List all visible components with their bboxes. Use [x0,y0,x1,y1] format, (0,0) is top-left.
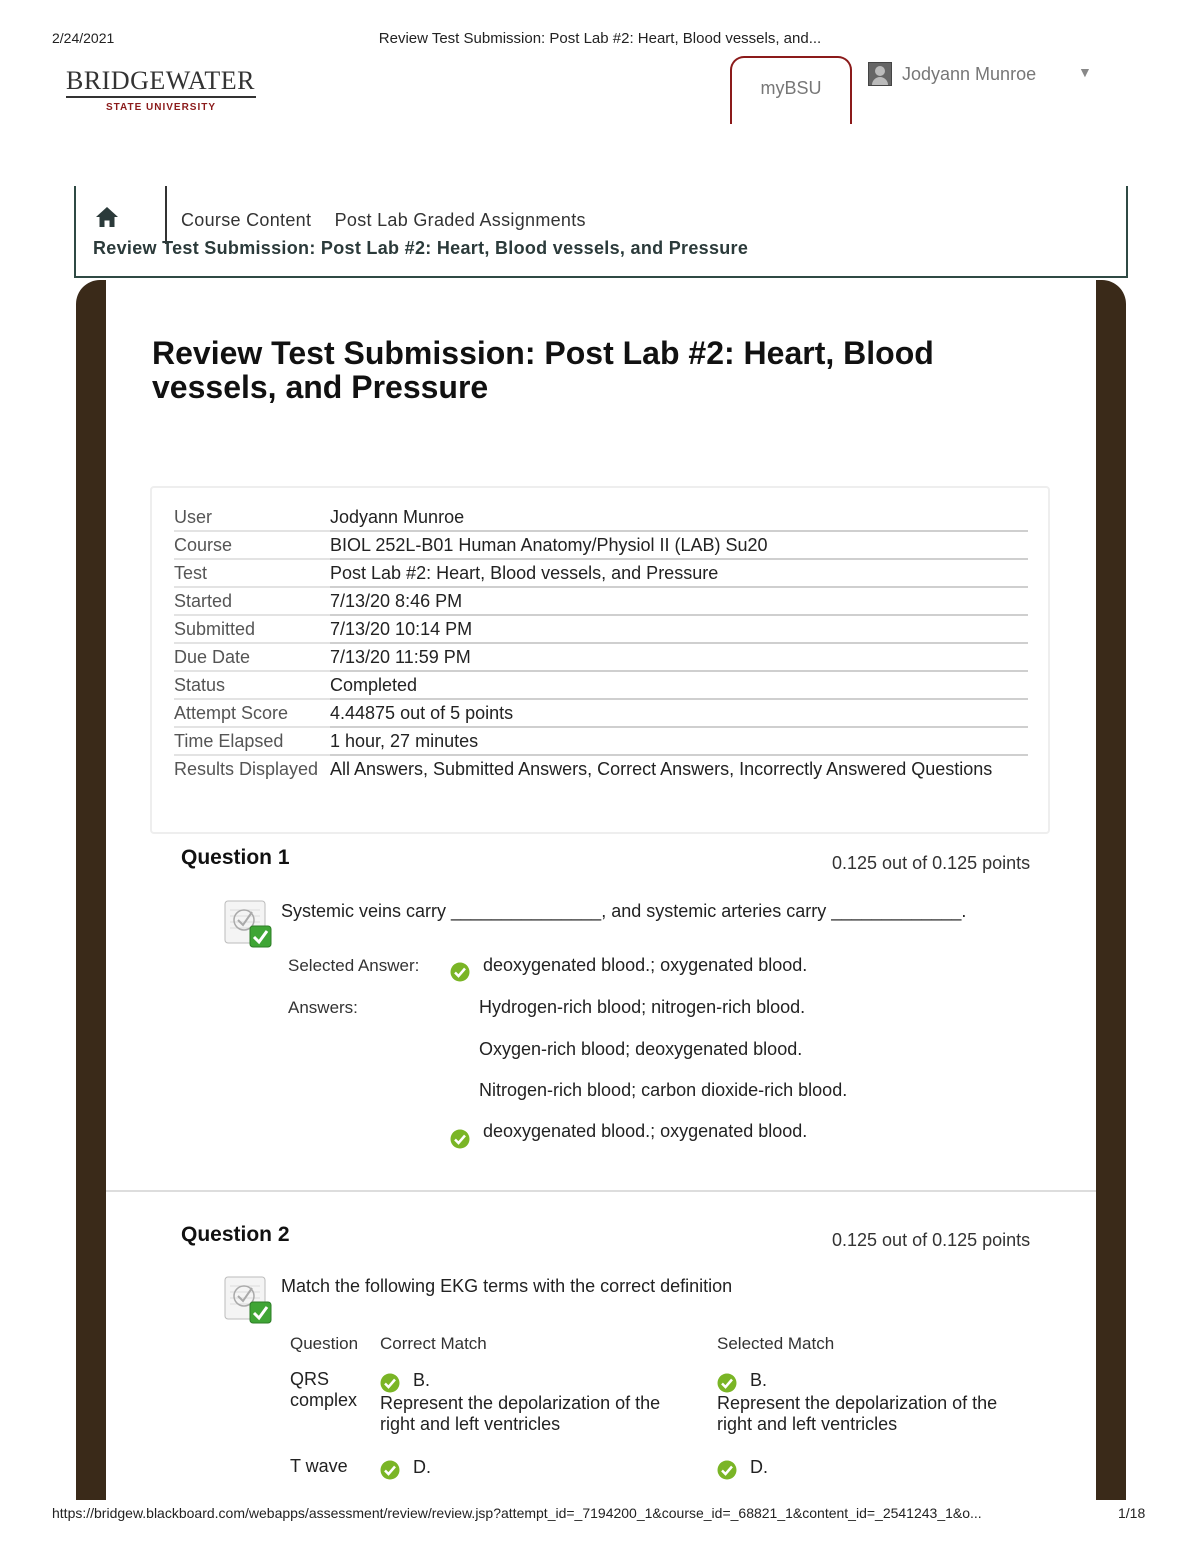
details-label: Results Displayed [174,759,319,779]
question-2-title: Question 2 [181,1223,290,1246]
answer-option-correct: deoxygenated blood.; oxygenated blood. [483,1121,808,1141]
correct-check-icon [717,1373,737,1393]
content-frame-right [1096,280,1126,1500]
page-title: Review Test Submission: Post Lab #2: Heart, Blood vessels, and Pressure [152,335,934,405]
details-value: BIOL 252L-B01 Human Anatomy/Physiol II (LAB) Su20 [330,531,1028,559]
details-label: Time Elapsed [174,727,330,755]
details-row [174,671,1028,699]
graded-correct-icon [224,1276,270,1322]
logo-sub-text: STATE UNIVERSITY [105,102,217,113]
answer-option: Oxygen-rich blood; deoxygenated blood. [479,1039,803,1059]
details-label: Attempt Score [174,699,330,727]
breadcrumb [74,186,1128,278]
avatar [868,62,892,86]
details-value: All Answers, Submitted Answers, Correct Answers, Incorrectly Answered Questions [330,759,993,779]
question-2-points: 0.125 out of 0.125 points [832,1230,1031,1250]
details-label: Due Date [174,643,330,671]
answer-option: Hydrogen-rich blood; nitrogen-rich blood. [479,997,806,1017]
match-question: QRS complex [290,1369,358,1410]
graded-correct-icon [224,900,270,946]
details-row [174,699,1028,727]
selected-answer-text: deoxygenated blood.; oxygenated blood. [483,955,808,975]
correct-check-icon [450,962,470,982]
question-separator [106,1190,1096,1192]
question-2-text: Match the following EKG terms with the correct definition [281,1276,733,1296]
mybsu-tab[interactable] [730,56,852,124]
home-icon[interactable] [94,204,120,230]
breadcrumb-course-content[interactable]: Course Content [181,210,312,230]
print-url: https://bridgew.blackboard.com/webapps/assessment/review/review.jsp?attempt_id=_7194200_1&course_id=_68821_1&content_id=_2541243_1&o... [52,1505,982,1521]
details-row [174,504,1028,531]
logo-main-text: BRIDGEWATER [66,68,256,98]
details-value: Completed [330,671,1028,699]
details-row [174,587,1028,615]
details-row [174,615,1028,643]
question-1-title: Question 1 [181,846,290,869]
print-page-number: 1/18 [1118,1505,1146,1521]
details-row [174,531,1028,559]
breadcrumb-divider [165,186,167,244]
details-label: Status [174,671,330,699]
match-header-correct: Correct Match [380,1334,487,1353]
answer-option: Nitrogen-rich blood; carbon dioxide-rich blood. [479,1080,848,1100]
match-question: T wave [290,1456,348,1476]
selected-match-letter: D. [750,1457,768,1477]
correct-match-letter: D. [413,1457,431,1477]
correct-check-icon [717,1460,737,1480]
question-1-text: Systemic veins carry _______________, and systemic arteries carry _____________. [281,901,967,921]
chevron-down-icon[interactable]: ▼ [1078,64,1092,80]
details-value: 7/13/20 10:14 PM [330,615,1028,643]
question-1-points: 0.125 out of 0.125 points [832,853,1031,873]
selected-match-text: Represent the depolarization of the right and left ventricles [717,1393,998,1434]
details-label: Submitted [174,615,330,643]
details-row [174,755,1028,782]
details-label: Started [174,587,330,615]
details-label: Test [174,559,330,587]
breadcrumb-post-lab-graded[interactable]: Post Lab Graded Assignments [334,210,586,230]
print-title: Review Test Submission: Post Lab #2: Heart, Blood vessels, and... [378,30,822,47]
university-logo[interactable] [66,68,256,113]
details-value: 7/13/20 8:46 PM [330,587,1028,615]
match-header-selected: Selected Match [717,1334,835,1353]
print-date: 2/24/2021 [52,30,115,46]
match-header-question: Question [290,1334,359,1353]
breadcrumb-current: Review Test Submission: Post Lab #2: Heart, Blood vessels, and Pressure [93,238,749,258]
breadcrumb-links [181,210,604,231]
details-value: 7/13/20 11:59 PM [330,643,1028,671]
correct-check-icon [380,1373,400,1393]
details-value: Jodyann Munroe [330,504,1028,531]
correct-check-icon [380,1460,400,1480]
details-value: 1 hour, 27 minutes [330,727,1028,755]
correct-match-text: Represent the depolarization of the right and left ventricles [380,1393,661,1434]
details-table [174,504,1028,782]
correct-check-icon [450,1129,470,1149]
content-frame-left [76,280,106,1500]
details-label: Course [174,531,330,559]
details-value: Post Lab #2: Heart, Blood vessels, and Pressure [330,559,1028,587]
details-row [174,727,1028,755]
user-name: Jodyann Munroe [902,63,1037,84]
selected-answer-label: Selected Answer: [288,956,420,975]
mybsu-tab-label: myBSU [760,78,822,98]
answers-label: Answers: [288,998,358,1017]
details-value: 4.44875 out of 5 points [330,699,1028,727]
details-row [174,643,1028,671]
selected-match-letter: B. [750,1370,768,1390]
details-label: User [174,504,330,531]
user-menu[interactable] [868,62,1036,86]
details-row [174,559,1028,587]
correct-match-letter: B. [413,1370,431,1390]
submission-details [150,486,1050,834]
